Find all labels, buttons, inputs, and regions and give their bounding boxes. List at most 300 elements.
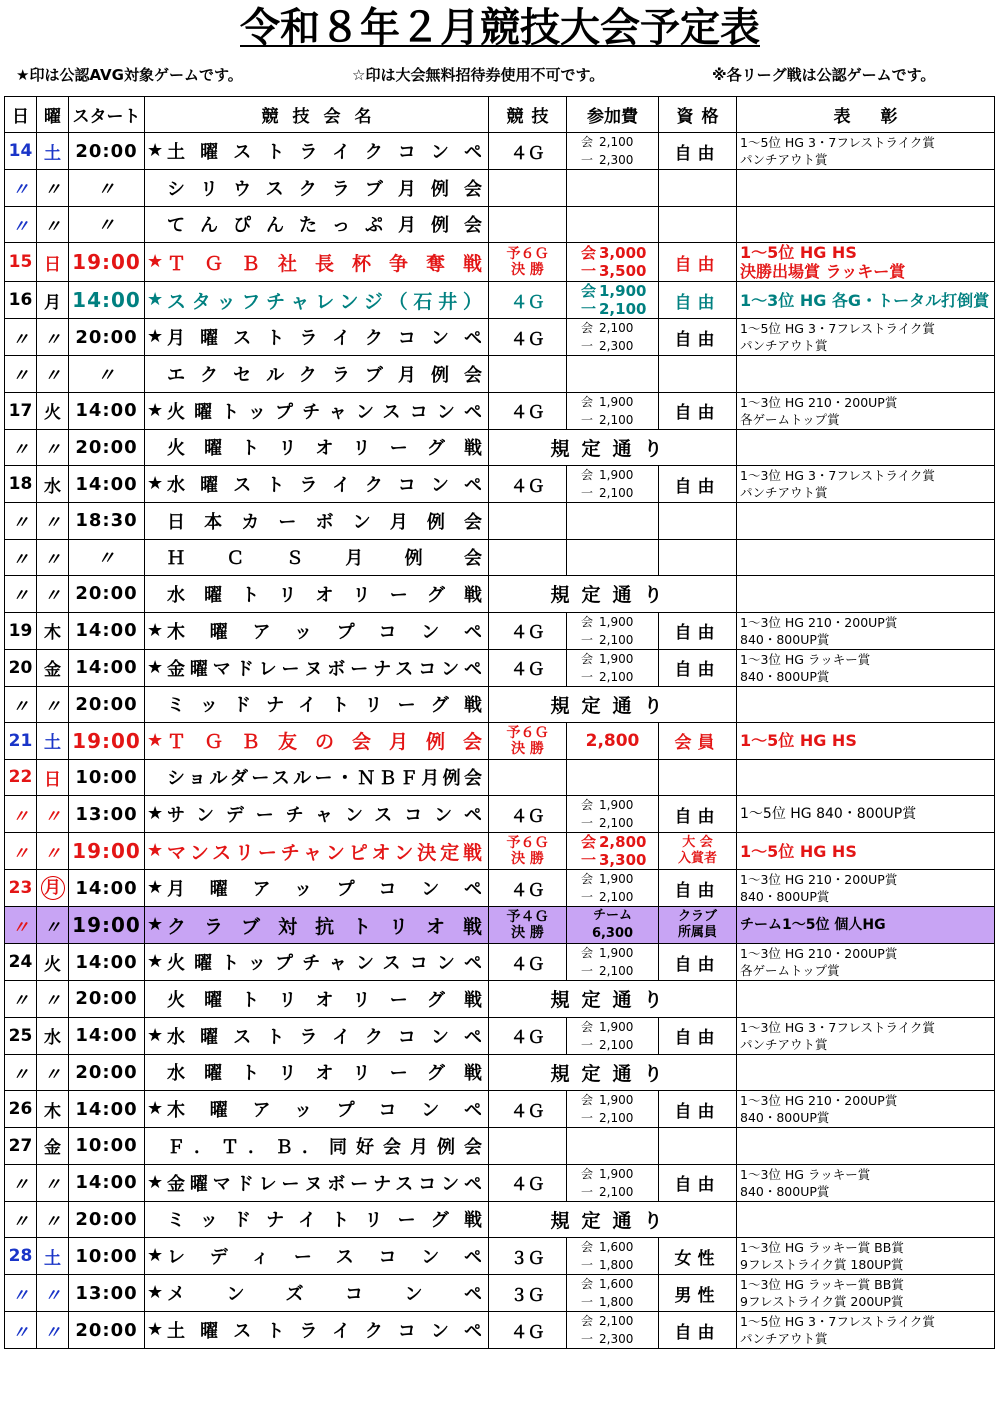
rules-cell: 規定通り — [489, 981, 737, 1018]
table-header — [5, 97, 995, 133]
fee-amount: 2,100 — [599, 964, 634, 978]
note-invite: ☆印は大会無料招待券使用不可です。 — [352, 66, 605, 84]
event-name: メンズコンペ — [167, 1284, 482, 1305]
games-line: 予６Ｇ — [506, 835, 549, 851]
award-line: 1～5位 HG HS — [740, 243, 857, 262]
weekday-cell — [37, 576, 69, 613]
award-line: 1～3位 HG 210・200UP賞 — [740, 394, 898, 410]
day-cell: 21 — [5, 723, 37, 760]
fee-line — [581, 613, 658, 631]
games-cell — [489, 206, 567, 243]
award-line: 840・800UP賞 — [740, 1110, 830, 1125]
award-cell — [737, 282, 995, 319]
rules-cell: 規定通り — [489, 1201, 737, 1238]
event-name-cell — [145, 612, 489, 649]
fee-line — [581, 1275, 658, 1293]
start-time-cell: 19:00 — [69, 907, 145, 944]
award-cell — [737, 1091, 995, 1128]
day-cell: 〃 — [5, 796, 37, 833]
qualification-cell — [659, 1164, 737, 1201]
award-cell — [737, 539, 995, 576]
fee-kind: 一 — [581, 890, 594, 904]
fee-amount: 2,100 — [599, 1111, 634, 1125]
weekday-text: 〃 — [44, 439, 61, 460]
table-row — [5, 759, 995, 796]
fee-amount: 2,300 — [599, 1332, 634, 1346]
event-name-cell — [145, 1201, 489, 1238]
table-row — [5, 1054, 995, 1091]
fee-amount: 2,800 — [599, 833, 647, 851]
weekday-text: 〃 — [44, 180, 61, 201]
start-time-cell: 20:00 — [69, 1201, 145, 1238]
fee-kind: 会 — [581, 872, 594, 886]
fee-amount: 2,100 — [599, 1037, 634, 1052]
award-cell — [737, 870, 995, 907]
fee-kind: 一 — [581, 153, 594, 167]
games-cell — [489, 944, 567, 981]
event-name: ミッドナイトリーグ戦 — [167, 695, 482, 717]
weekday-cell — [37, 356, 69, 393]
start-time-cell: 14:00 — [69, 649, 145, 686]
games-line: 予４Ｇ — [506, 909, 549, 925]
day-cell: 18 — [5, 466, 37, 503]
day-cell: 〃 — [5, 1164, 37, 1201]
award-line: 1～3位 HG ラッキー賞 BB賞 — [740, 1240, 904, 1255]
fee-cell — [567, 503, 659, 540]
weekday-text: 〃 — [44, 1175, 61, 1195]
weekday-text: 水 — [44, 1028, 61, 1048]
weekday-text: 金 — [44, 1138, 61, 1159]
event-name: スタッフチャレンジ（石井） — [167, 290, 482, 313]
fee-kind: 会 — [581, 468, 594, 482]
start-time-cell: 13:00 — [69, 796, 145, 833]
fee-amount: 2,100 — [599, 632, 634, 647]
fee-kind: 会 — [581, 321, 594, 335]
fee-amount: 2,100 — [599, 669, 634, 684]
games-line: 決 勝 — [511, 740, 544, 757]
event-name-cell — [145, 133, 489, 170]
games-cell — [489, 870, 567, 907]
event-name: 水曜ストライクコンペ — [167, 1026, 482, 1048]
fee-cell — [567, 392, 659, 429]
table-row — [5, 907, 995, 944]
day-cell: 〃 — [5, 319, 37, 356]
event-name: 木曜アップコンペ — [167, 621, 482, 643]
fee-amount: 3,300 — [599, 851, 647, 869]
day-cell: 〃 — [5, 981, 37, 1018]
qualification-line: 自由 — [674, 254, 721, 275]
event-name: クラブ対抗トリオ戦 — [167, 915, 482, 938]
day-cell: 19 — [5, 612, 37, 649]
event-name-cell — [145, 907, 489, 944]
weekday-cell — [37, 833, 69, 870]
day-cell: 20 — [5, 649, 37, 686]
event-name-cell — [145, 243, 489, 282]
event-name-cell — [145, 170, 489, 207]
table-row — [5, 612, 995, 649]
qualification-cell — [659, 907, 737, 944]
fee-line — [581, 411, 658, 429]
award-cell — [737, 429, 995, 466]
fee-amount: 1,900 — [599, 614, 634, 629]
star-mark: ★ — [147, 326, 164, 347]
start-time-cell: 13:00 — [69, 1275, 145, 1312]
fee-amount: 1,800 — [599, 1295, 634, 1309]
event-name-cell — [145, 503, 489, 540]
fee-line — [581, 466, 658, 484]
award-cell — [737, 1312, 995, 1349]
event-name-cell — [145, 796, 489, 833]
star-mark: ★ — [147, 619, 164, 641]
start-time-cell: 10:00 — [69, 1128, 145, 1165]
table-row — [5, 319, 995, 356]
qualification-line: 自由 — [674, 403, 721, 423]
fee-kind: 会 — [581, 1093, 594, 1107]
fee-kind: 一 — [581, 1295, 594, 1309]
weekday-cell — [37, 907, 69, 944]
table-row — [5, 870, 995, 907]
event-name: 月曜アップコンペ — [167, 879, 482, 900]
award-cell — [737, 392, 995, 429]
weekday-text: 〃 — [44, 1285, 61, 1306]
games-cell — [489, 1091, 567, 1128]
table-row — [5, 944, 995, 981]
event-name: ショルダースルー・ＮＢＦ月例会 — [167, 768, 482, 790]
day-cell: 〃 — [5, 1054, 37, 1091]
weekday-cell — [37, 1128, 69, 1165]
games-line: ４Ｇ — [510, 329, 545, 350]
event-name-cell — [145, 1017, 489, 1054]
fee-kind: 一 — [581, 300, 597, 318]
qualification-cell — [659, 243, 737, 282]
fee-amount: 1,900 — [599, 872, 634, 886]
event-name-cell — [145, 1238, 489, 1275]
fee-amount: 1,900 — [599, 394, 634, 409]
fee-line — [581, 1091, 658, 1109]
weekday-text: 日 — [44, 254, 61, 275]
games-line: ４Ｇ — [510, 1028, 545, 1048]
games-cell — [489, 356, 567, 393]
fee-cell — [567, 1091, 659, 1128]
day-cell: 〃 — [5, 833, 37, 870]
award-cell — [737, 612, 995, 649]
weekday-text: 〃 — [44, 513, 61, 534]
qualification-line: 自由 — [674, 880, 721, 901]
award-cell — [737, 1238, 995, 1275]
qualification-line: 自由 — [674, 954, 721, 975]
games-line: 予６Ｇ — [506, 246, 549, 262]
table-row — [5, 503, 995, 540]
games-cell — [489, 1164, 567, 1201]
award-cell — [737, 1017, 995, 1054]
fee-amount: 2,800 — [585, 730, 640, 751]
fee-kind: 一 — [581, 339, 594, 353]
weekday-text: 木 — [44, 623, 61, 643]
award-cell — [737, 723, 995, 760]
fee-kind: 一 — [581, 964, 594, 978]
event-name: ミッドナイトリーグ戦 — [167, 1210, 482, 1232]
star-mark: ★ — [147, 1024, 164, 1046]
weekday-cell — [37, 282, 69, 319]
games-cell — [489, 282, 567, 319]
games-line: ４Ｇ — [510, 1322, 545, 1343]
fee-amount: 2,100 — [599, 1184, 634, 1199]
table-row — [5, 170, 995, 207]
games-cell — [489, 243, 567, 282]
star-mark: ★ — [147, 140, 164, 161]
star-mark: ★ — [147, 951, 164, 972]
table-row — [5, 686, 995, 723]
day-cell: 〃 — [5, 1312, 37, 1349]
award-cell — [737, 319, 995, 356]
day-cell: 〃 — [5, 539, 37, 576]
event-name: 火曜トップチャンスコンペ — [167, 953, 482, 974]
award-line: パンチアウト賞 — [740, 152, 828, 167]
weekday-cell — [37, 503, 69, 540]
weekday-text: 土 — [44, 1248, 61, 1269]
qualification-line: 自由 — [674, 1175, 721, 1195]
games-cell — [489, 539, 567, 576]
day-cell: 〃 — [5, 1275, 37, 1312]
games-cell — [489, 759, 567, 796]
fee-line — [581, 668, 658, 686]
award-line: 1～5位 HG HS — [740, 841, 857, 861]
games-line: ４Ｇ — [510, 292, 545, 313]
fee-cell — [567, 282, 659, 319]
weekday-cell — [37, 870, 69, 907]
qualification-cell — [659, 1017, 737, 1054]
start-time-cell: 14:00 — [69, 1091, 145, 1128]
start-time-cell: 14:00 — [69, 1017, 145, 1054]
fee-amount: 1,900 — [599, 1019, 634, 1034]
event-name-cell — [145, 1275, 489, 1312]
qualification-line: 大 会 — [682, 835, 713, 850]
event-name: マンスリーチャンピオン決定戦 — [167, 841, 482, 864]
fee-amount: 3,000 — [599, 244, 647, 262]
header-weekday: 曜 — [37, 97, 69, 133]
fee-kind: 一 — [581, 1111, 594, 1125]
start-time-cell: 20:00 — [69, 319, 145, 356]
qualification-line: 自由 — [674, 623, 721, 643]
fee-line — [581, 1256, 658, 1274]
star-mark: ★ — [147, 840, 164, 861]
fee-line — [581, 962, 658, 980]
fee-kind: 一 — [581, 1258, 594, 1272]
award-line: 1～5位 HG 3・7フレストライク賞 — [740, 321, 935, 336]
award-line: 9フレストライク賞 200UP賞 — [740, 1294, 904, 1309]
fee-line — [581, 1238, 658, 1256]
games-cell — [489, 1312, 567, 1349]
award-line: 各ゲームトップ賞 — [740, 963, 840, 978]
fee-amount: 2,300 — [599, 339, 634, 353]
event-name-cell — [145, 833, 489, 870]
fee-amount: 1,900 — [599, 946, 634, 960]
event-name: 土曜ストライクコンペ — [167, 142, 482, 163]
star-mark: ★ — [147, 1319, 164, 1340]
fee-line — [581, 944, 658, 962]
weekday-cell — [37, 1201, 69, 1238]
event-name-cell — [145, 392, 489, 429]
games-cell — [489, 170, 567, 207]
qualification-cell — [659, 282, 737, 319]
qualification-cell — [659, 833, 737, 870]
fee-kind: 会 — [581, 1314, 594, 1328]
qualification-line: 男性 — [674, 1285, 721, 1306]
table-row — [5, 1128, 995, 1165]
award-line: 1～3位 HG ラッキー賞 — [740, 1166, 871, 1182]
start-time-cell: 20:00 — [69, 133, 145, 170]
fee-cell — [567, 319, 659, 356]
table-row — [5, 1275, 995, 1312]
qualification-line: 自由 — [674, 806, 721, 827]
weekday-cell — [37, 759, 69, 796]
weekday-cell — [37, 1238, 69, 1275]
fee-amount: 1,900 — [599, 798, 634, 812]
day-cell: 16 — [5, 282, 37, 319]
fee-line — [581, 1312, 658, 1330]
table-row — [5, 576, 995, 613]
day-cell: 〃 — [5, 429, 37, 466]
weekday-cell — [37, 319, 69, 356]
fee-amount: 1,800 — [599, 1258, 634, 1272]
fee-line — [581, 888, 658, 906]
qualification-cell — [659, 1312, 737, 1349]
event-name: 木曜アップコンペ — [167, 1100, 482, 1121]
award-line: 1～3位 HG ラッキー賞 — [740, 651, 871, 667]
award-cell — [737, 1275, 995, 1312]
table-row — [5, 649, 995, 686]
qualification-cell — [659, 723, 737, 760]
games-line: ３Ｇ — [510, 1285, 545, 1306]
fee-kind: 一 — [581, 412, 594, 427]
games-line: 決 勝 — [511, 925, 544, 941]
weekday-cell — [37, 1054, 69, 1091]
games-cell — [489, 1238, 567, 1275]
fee-amount: 1,600 — [599, 1277, 634, 1291]
fee-amount: 1,900 — [599, 651, 634, 666]
award-line: パンチアウト賞 — [740, 485, 828, 500]
games-cell — [489, 133, 567, 170]
games-cell — [489, 907, 567, 944]
fee-kind: 会 — [581, 1019, 594, 1034]
fee-line — [581, 650, 658, 668]
start-time-cell: 10:00 — [69, 759, 145, 796]
event-name: 金曜マドレーヌボーナスコンペ — [167, 658, 482, 680]
event-name-cell — [145, 466, 489, 503]
weekday-cell — [37, 612, 69, 649]
weekday-text: 木 — [44, 1101, 61, 1122]
weekday-text: 火 — [44, 954, 61, 975]
fee-line — [581, 833, 658, 851]
note-league: ※各リーグ戦は公認ゲームです。 — [712, 66, 936, 84]
fee-cell — [567, 870, 659, 907]
weekday-cell — [37, 1275, 69, 1312]
award-cell — [737, 907, 995, 944]
fee-line — [581, 1018, 658, 1036]
weekday-cell — [37, 539, 69, 576]
start-time-cell: 20:00 — [69, 429, 145, 466]
header-qual: 資格 — [659, 97, 737, 133]
event-name: 火曜トリオリーグ戦 — [167, 989, 482, 1011]
star-mark: ★ — [147, 1245, 164, 1266]
fee-line — [581, 484, 658, 502]
award-line: 9フレストライク賞 180UP賞 — [740, 1257, 904, 1272]
day-cell: 〃 — [5, 907, 37, 944]
event-name: シリウスクラブ月例会 — [167, 178, 482, 200]
event-name-cell — [145, 1091, 489, 1128]
star-mark: ★ — [147, 399, 164, 421]
start-time-cell: 〃 — [69, 539, 145, 576]
fee-line — [581, 1036, 658, 1054]
page-title: 令和８年２月競技大会予定表 — [240, 5, 760, 51]
qualification-cell — [659, 133, 737, 170]
start-time-cell: 14:00 — [69, 392, 145, 429]
weekday-cell — [37, 1312, 69, 1349]
fee-kind: 一 — [581, 816, 594, 830]
weekday-text: 〃 — [44, 329, 61, 350]
games-cell — [489, 1017, 567, 1054]
start-time-cell: 14:00 — [69, 944, 145, 981]
qualification-cell — [659, 539, 737, 576]
weekday-cell — [37, 796, 69, 833]
fee-cell — [567, 944, 659, 981]
table-row — [5, 981, 995, 1018]
event-name-cell — [145, 649, 489, 686]
award-line: 1～3位 HG 210・200UP賞 — [740, 946, 898, 961]
weekday-text: 土 — [44, 733, 61, 754]
games-line: ４Ｇ — [510, 954, 545, 975]
table-row — [5, 796, 995, 833]
event-name-cell — [145, 686, 489, 723]
event-name: Ｆ．Ｔ．Ｂ．同好会月例会 — [167, 1136, 482, 1158]
star-mark: ★ — [147, 877, 164, 898]
award-line: 1～3位 HG ラッキー賞 BB賞 — [740, 1277, 904, 1292]
table-row — [5, 356, 995, 393]
weekday-text: 水 — [44, 476, 61, 497]
award-line: 840・800UP賞 — [740, 1183, 830, 1199]
award-cell — [737, 686, 995, 723]
weekday-cell — [37, 1017, 69, 1054]
event-name: 水曜トリオリーグ戦 — [167, 1063, 482, 1085]
day-cell: 〃 — [5, 503, 37, 540]
games-cell — [489, 796, 567, 833]
games-cell — [489, 1128, 567, 1165]
day-cell: 〃 — [5, 170, 37, 207]
fee-line — [581, 244, 658, 262]
qualification-cell — [659, 319, 737, 356]
event-name-cell — [145, 576, 489, 613]
rules-cell: 規定通り — [489, 1054, 737, 1091]
event-name: サンデーチャンスコンペ — [167, 805, 482, 826]
start-time-cell: 14:00 — [69, 612, 145, 649]
fee-line — [581, 337, 658, 355]
day-cell: 25 — [5, 1017, 37, 1054]
award-line: 1～3位 HG 210・200UP賞 — [740, 872, 898, 887]
weekday-cell — [37, 981, 69, 1018]
event-name-cell — [145, 1312, 489, 1349]
star-mark: ★ — [147, 289, 164, 310]
games-line: ４Ｇ — [510, 476, 545, 497]
fee-cell — [567, 466, 659, 503]
fee-line — [581, 1293, 658, 1311]
fee-line — [581, 1165, 658, 1183]
fee-kind: 一 — [581, 486, 594, 500]
table-row — [5, 1091, 995, 1128]
fee-line — [581, 1330, 658, 1348]
qualification-cell — [659, 1275, 737, 1312]
header-fee: 参加費 — [567, 97, 659, 133]
event-name: 日本カーボン月例会 — [167, 511, 482, 533]
